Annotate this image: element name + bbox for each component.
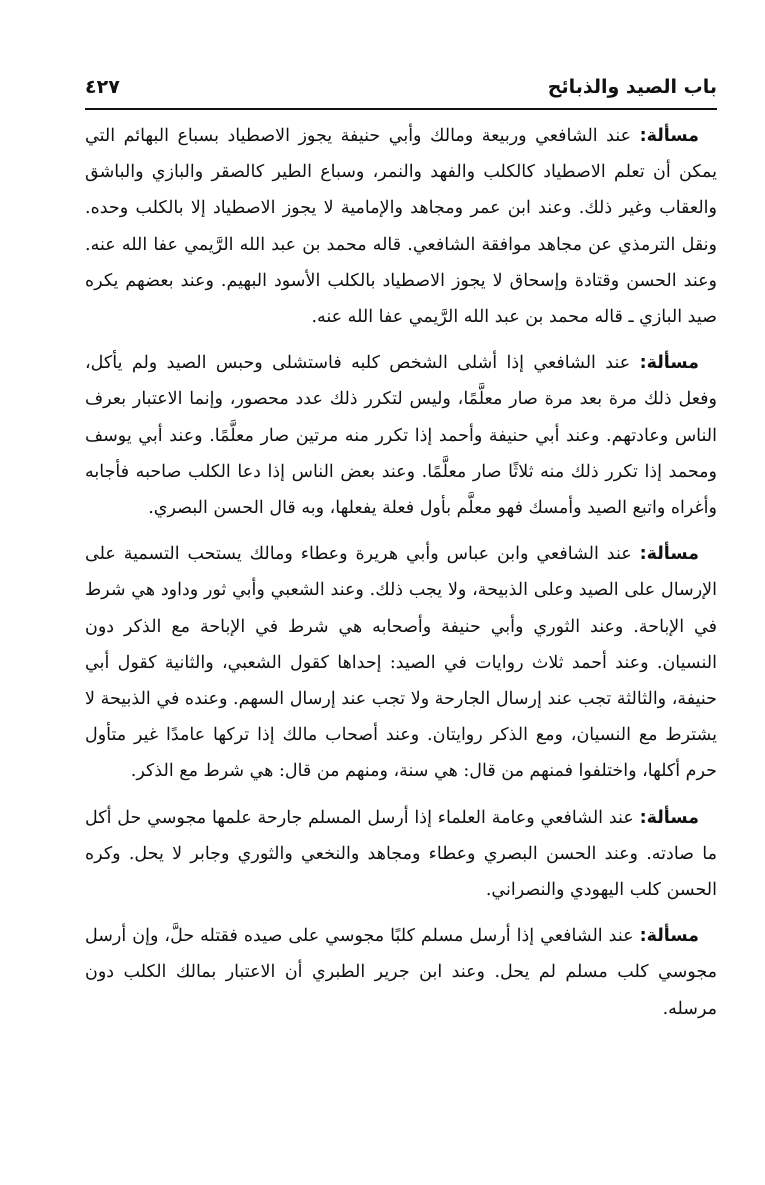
page-number: ٤٢٧ [85,76,120,98]
paragraph-text: عند الشافعي وابن عباس وأبي هريرة وعطاء ومالك يستحب التسمية على الإرسال على الصيد وعلى الذبيحة، ولا يجب ذلك. وعند الشعبي وأبي ثور وداود هي شرط في الإباحة. وعند الثوري وأبي حنيفة وأصحابه هي شرط في الإباحة مع الذكر دون النسيان. وعند أحمد ثلاث روايات في الصيد: إحداها كقول الشعبي، والثانية كقول أبي حنيفة، والثالثة تجب عند إرسال الجارحة ولا تجب عند إرسال السهم. وعنده في الذبيحة لا يشترط مع النسيان، ومع الذكر روايتان. وعند أصحاب مالك إذا تركها عامدًا غير متأول حرم أكلها، واختلفوا فمنهم من قال: هي سنة، ومنهم من قال: هي شرط مع الذكر. [85,544,717,782]
issue-label: مسألة: [639,926,699,947]
paragraph-issue-3 [85,536,717,789]
paragraph-text: عند الشافعي وعامة العلماء إذا أرسل المسلم جارحة علمها مجوسي حل أكل ما صادته. وعند الحسن البصري وعطاء ومجاهد والنخعي والثوري وجابر لا يحل. وكره الحسن كلب اليهودي والنصراني. [85,807,717,901]
page-body [85,118,717,1037]
paragraph-issue-2 [85,345,717,526]
header-rule [85,108,717,110]
paragraph-text: عند الشافعي إذا أرسل مسلم كلبًا مجوسي على صيده فقتله حلَّ، وإن أرسل مجوسي كلب مسلم لم يحل. وعند ابن جرير الطبري أن الاعتبار بمالك الكلب دون مرسله. [85,926,717,1019]
paragraph-text: عند الشافعي إذا أشلى الشخص كلبه فاستشلى وحبس الصيد ولم يأكل، وفعل ذلك مرة بعد مرة صار معلَّمًا، وليس لتكرر ذلك عدد محصور، وإنما الاعتبار بعرف الناس وعادتهم. وعند أبي حنيفة وأحمد إذا تكرر منه مرتين صار معلَّمًا. وعند أبي يوسف ومحمد إذا تكرر ذلك منه ثلاثًا صار معلَّمًا. وعند بعض الناس إذا دعا الكلب صاحبه فأجابه وأغراه واتبع الصيد وأمسك فهو معلَّم بأول فعلة يفعلها، وبه قال الحسن البصري. [85,353,717,519]
paragraph-text: عند الشافعي وربيعة ومالك وأبي حنيفة يجوز الاصطياد بسباع البهائم التي يمكن أن تعلم الاصطياد كالكلب والفهد والنمر، وسباع الطير كالصقر والبازي والباشق والعقاب وغير ذلك. وعند ابن عمر ومجاهد والإمامية لا يجوز الاصطياد إلا بالكلب وحده. ونقل الترمذي عن مجاهد موافقة الشافعي. قاله محمد بن عبد الله الرَّيمي عفا الله عنه. وعند الحسن وقتادة وإسحاق لا يجوز الاصطياد بالكلب الأسود البهيم. وعند بعضهم يكره صيد البازي ـ قاله محمد بن عبد الله الرَّيمي عفا الله عنه. [85,126,717,328]
page-header [85,72,717,110]
issue-label: مسألة: [639,807,699,828]
issue-label: مسألة: [639,353,699,374]
paragraph-issue-4 [85,800,717,909]
paragraph-issue-5 [85,918,717,1027]
paragraph-issue-1 [85,118,717,335]
issue-label: مسألة: [639,544,699,565]
issue-label: مسألة: [639,126,699,146]
running-head-title: باب الصيد والذبائح [547,76,717,98]
